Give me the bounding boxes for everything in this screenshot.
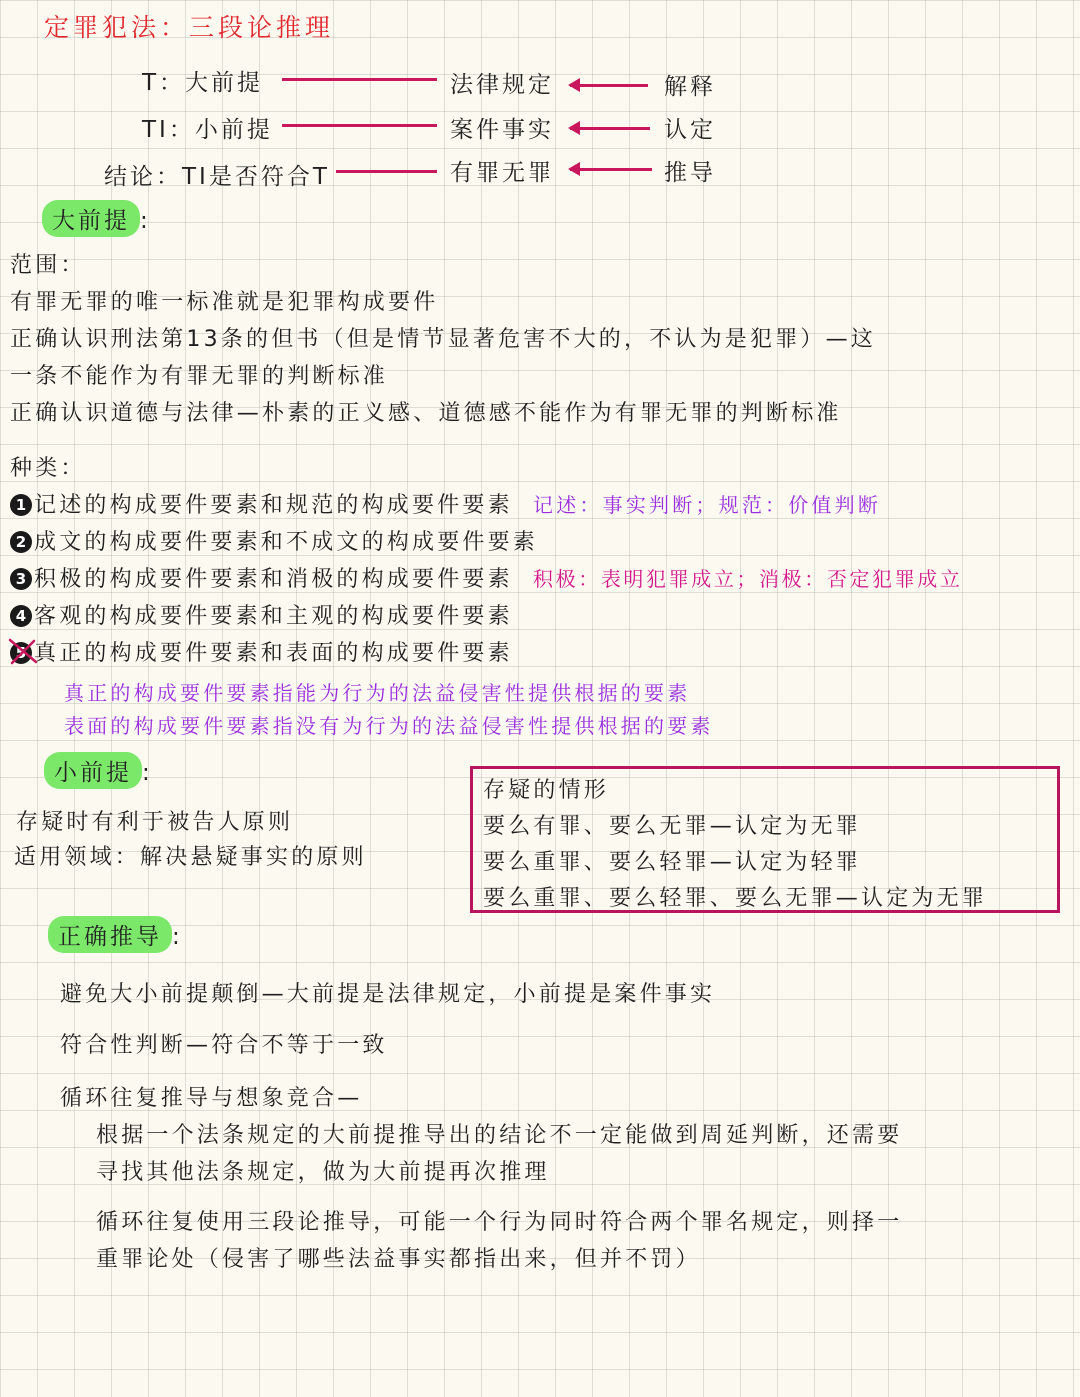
box-title: 存疑的情形 [483,778,610,803]
diagram-right-derive: 推导 [664,160,716,186]
minor-line: 存疑时有利于被告人原则 [16,810,294,835]
number-badge-4: 4 [10,605,32,627]
type-item: 3 积极的构成要件要素和消极的构成要件要素 积极：表明犯罪成立；消极：否定犯罪成立 [10,562,962,593]
scope-label: 范围： [10,253,86,278]
number-badge-1: 1 [10,494,32,516]
diagram-left-major: T：大前提 [142,70,264,96]
type-item: 2 成文的构成要件要素和不成文的构成要件要素 [10,525,538,556]
diagram-right-determine: 认定 [664,117,716,143]
cross-mark-icon [6,636,40,666]
connector-line [282,124,437,127]
number-badge-2: 2 [10,531,32,553]
scope-line: 有罪无罪的唯一标准就是犯罪构成要件 [10,290,439,315]
scope-line: 一条不能作为有罪无罪的判断标准 [10,364,389,389]
highlight-label: 小前提 [44,752,142,789]
box-line: 要么重罪、要么轻罪、要么无罪—认定为无罪 [483,886,988,911]
derivation-line: 循环往复推导与想象竞合— [60,1086,363,1111]
connector-line [336,170,437,173]
derivation-line: 避免大小前提颠倒—大前提是法律规定，小前提是案件事实 [60,982,716,1007]
minor-line: 适用领域：解决悬疑事实的原则 [14,845,367,870]
derivation-subline: 寻找其他法条规定，做为大前提再次推理 [96,1160,550,1185]
number-badge-5: 5 [10,642,32,664]
box-line: 要么有罪、要么无罪—认定为无罪 [483,814,862,839]
derivation-subline: 循环往复使用三段论推导，可能一个行为同时符合两个罪名规定，则择一 [96,1210,903,1235]
diagram-middle-facts: 案件事实 [450,117,554,143]
type-note: 记述：事实判断；规范：价值判断 [533,493,882,517]
section-minor-premise-heading: 小前提 : [44,752,150,789]
types-label: 种类： [10,456,86,481]
highlight-label: 正确推导 [48,916,172,953]
diagram-middle-guilt: 有罪无罪 [450,160,554,186]
arrow-left-icon [570,168,652,171]
type-item: 5 真正的构成要件要素和表面的构成要件要素 [10,636,513,667]
section-major-premise-heading: 大前提 : [42,200,148,237]
section-derivation-heading: 正确推导 : [48,916,180,953]
diagram-right-interpret: 解释 [664,74,716,100]
type-item: 1 记述的构成要件要素和规范的构成要件要素 记述：事实判断；规范：价值判断 [10,488,881,519]
derivation-subline: 根据一个法条规定的大前提推导出的结论不一定能做到周延判断，还需要 [96,1123,903,1148]
arrow-left-icon [570,127,650,130]
doubt-cases-box [470,766,1060,913]
page-title: 定罪犯法：三段论推理 [44,13,335,42]
scope-line: 正确认识刑法第13条的但书（但是情节显著危害不大的，不认为是犯罪）—这 [10,327,876,352]
type5-note: 真正的构成要件要素指能为行为的法益侵害性提供根据的要素 [64,681,691,705]
connector-line [282,78,437,81]
number-badge-3: 3 [10,568,32,590]
type-item: 4 客观的构成要件要素和主观的构成要件要素 [10,599,513,630]
diagram-middle-law: 法律规定 [450,72,554,98]
derivation-line: 符合性判断—符合不等于一致 [60,1033,388,1058]
highlight-label: 大前提 [42,200,140,237]
type5-note: 表面的构成要件要素指没有为行为的法益侵害性提供根据的要素 [64,714,714,738]
type-note: 积极：表明犯罪成立；消极：否定犯罪成立 [533,567,963,591]
diagram-left-minor: TI：小前提 [142,117,273,143]
scope-line: 正确认识道德与法律—朴素的正义感、道德感不能作为有罪无罪的判断标准 [10,401,842,426]
box-line: 要么重罪、要么轻罪—认定为轻罪 [483,850,862,875]
derivation-subline: 重罪论处（侵害了哪些法益事实都指出来，但并不罚） [96,1247,701,1272]
diagram-left-conclusion: 结论：TI是否符合T [104,164,330,190]
arrow-left-icon [570,84,648,87]
